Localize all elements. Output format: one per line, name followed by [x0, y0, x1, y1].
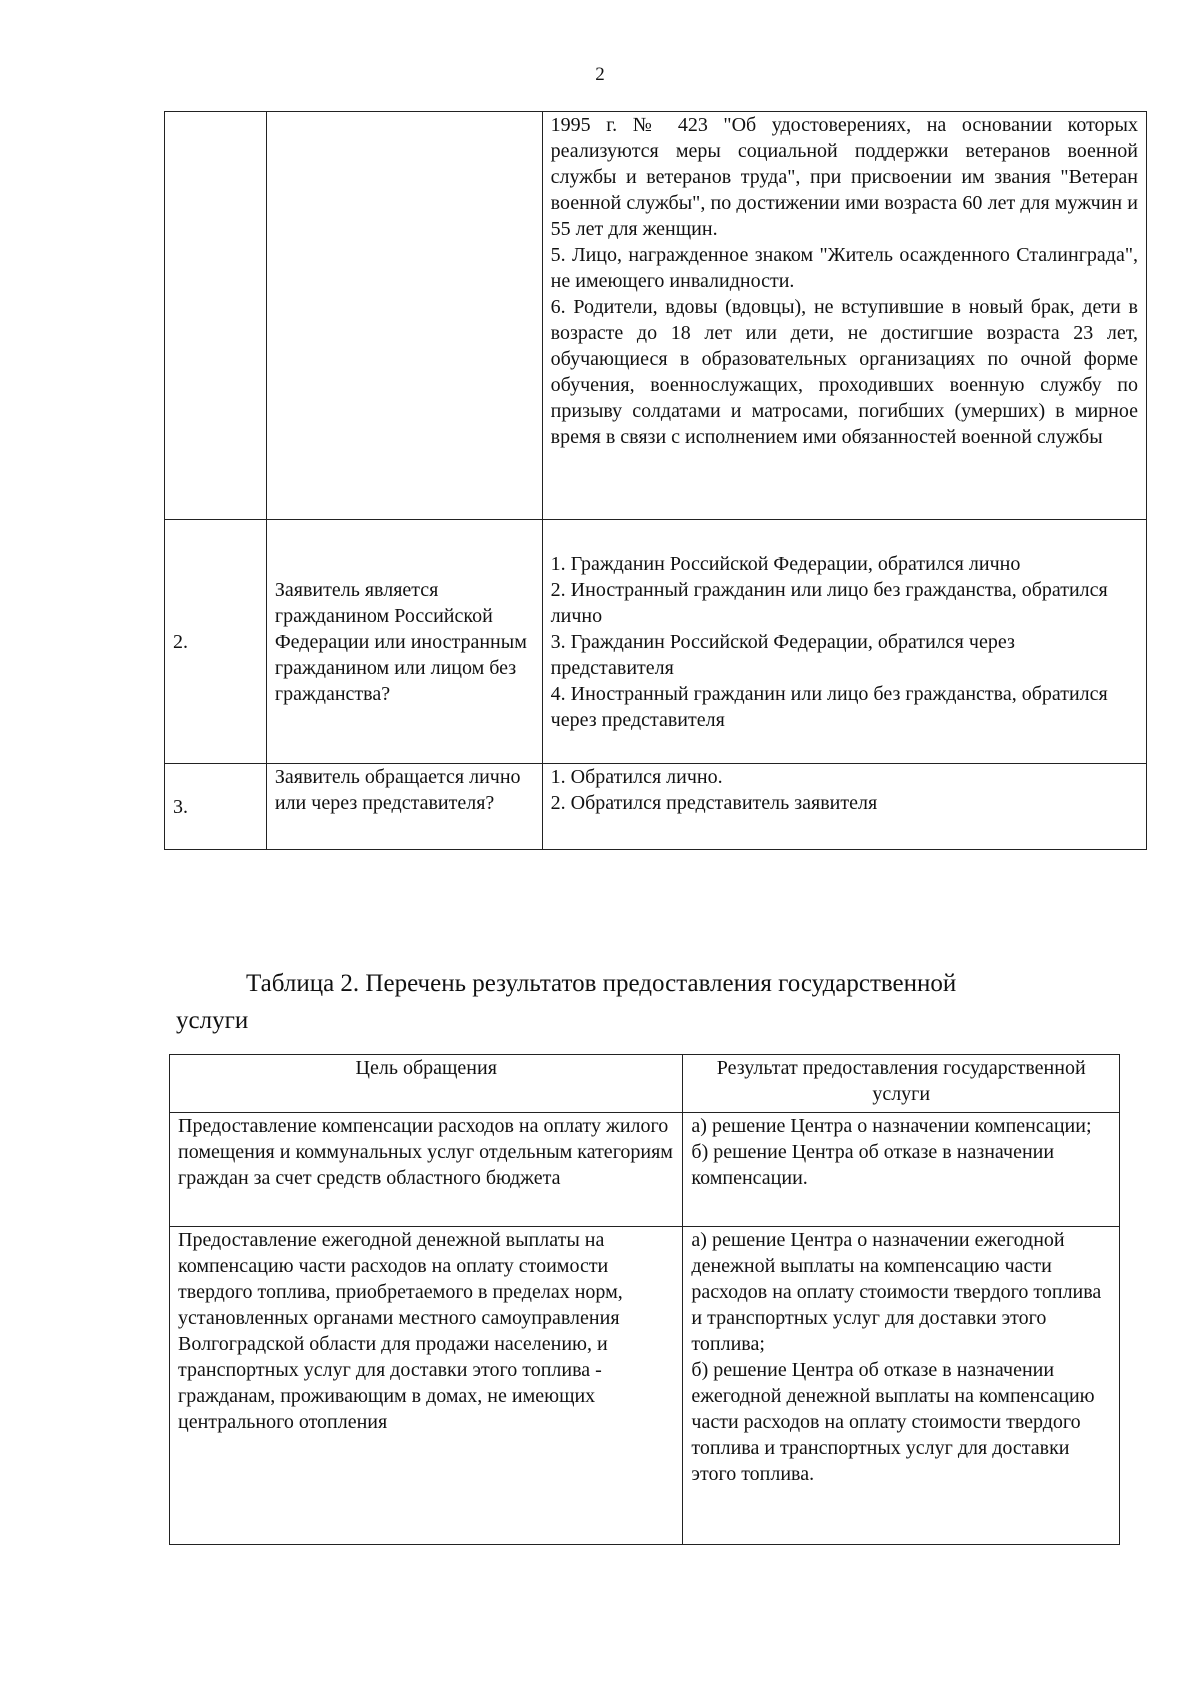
- answer-cell: [542, 112, 1146, 520]
- answer-paragraph: 4. Иностранный гражданин или лицо без гражданства, обратился через представителя: [550, 682, 1108, 731]
- answer-paragraph: 6. Родители, вдовы (вдовцы), не вступившие в новый брак, дети в возрасте до 18 лет или дети, не достигшие возраста 23 лет, обучающиеся в образовательных организациях по очной форме обучения, военнослужащих, проходивших военную службу по призыву солдатами и матросами, погибших (умерших) в мирное время в связи с исполнением ими обязанностей военной службы: [550, 296, 1138, 448]
- table2-caption: [176, 965, 1076, 1039]
- applicant-questions-table: [164, 111, 1147, 850]
- table-header-row: [170, 1055, 1120, 1113]
- answer-paragraph: 5. Лицо, награжденное знаком "Житель осажденного Сталинграда", не имеющего инвалидности.: [550, 244, 1138, 292]
- table-row: [165, 112, 1147, 520]
- answer-cell: [542, 764, 1146, 850]
- answer-paragraph: 3. Гражданин Российской Федерации, обратился через представителя: [550, 630, 1015, 679]
- row-number-cell: [165, 112, 267, 520]
- goal-cell: Предоставление компенсации расходов на оплату жилого помещения и коммунальных услуг отдельным категориям граждан за счет средств областного бюджета: [170, 1113, 683, 1227]
- result-item: б) решение Центра об отказе в назначении ежегодной денежной выплаты на компенсацию части расходов на оплату стоимости твердого топлива и транспортных услуг для доставки этого топлива.: [691, 1359, 1095, 1485]
- column-header: Цель обращения: [170, 1055, 683, 1113]
- caption-line: Таблица 2. Перечень результатов предоставления государственной: [246, 970, 957, 997]
- row-number-cell: 2.: [165, 520, 267, 764]
- row-number-cell: 3.: [165, 764, 267, 850]
- question-cell: [266, 112, 542, 520]
- table-row: [170, 1113, 1120, 1227]
- answer-paragraph: 1. Обратился лично.: [550, 766, 723, 788]
- table-row: [170, 1227, 1120, 1545]
- result-cell: [683, 1227, 1120, 1545]
- answer-paragraph: 2. Иностранный гражданин или лицо без гражданства, обратился лично: [550, 578, 1108, 627]
- table-row: [165, 764, 1147, 850]
- answer-paragraph: 2. Обратился представитель заявителя: [550, 792, 878, 814]
- result-item: а) решение Центра о назначении ежегодной денежной выплаты на компенсацию части расходов на оплату стоимости твердого топлива и транспортных услуг для доставки этого топлива;: [691, 1229, 1102, 1355]
- page-number: 2: [595, 64, 605, 85]
- result-item: а) решение Центра о назначении компенсации;: [691, 1115, 1092, 1137]
- result-cell: [683, 1113, 1120, 1227]
- caption-line: услуги: [176, 1007, 249, 1034]
- answer-paragraph: 1995 г. № 423 "Об удостоверениях, на основании которых реализуются меры социальной поддержки ветеранов военной службы и ветеранов труда", при присвоении им звания "Ветеран военной службы", по достижении ими возраста 60 лет для мужчин и 55 лет для женщин.: [550, 114, 1138, 240]
- table-row: [165, 520, 1147, 764]
- question-cell: Заявитель является гражданином Российской Федерации или иностранным гражданином или лицом без гражданства?: [266, 520, 542, 764]
- column-header: Результат предоставления государственной услуги: [683, 1055, 1120, 1113]
- goal-cell: Предоставление ежегодной денежной выплаты на компенсацию части расходов на оплату стоимости твердого топлива, приобретаемого в пределах норм, установленных органами местного самоуправления Волгоградской области для продажи населению, и транспортных услуг для доставки этого топлива - гражданам, проживающим в домах, не имеющих центрального отопления: [170, 1227, 683, 1545]
- result-item: б) решение Центра об отказе в назначении компенсации.: [691, 1141, 1055, 1189]
- answer-cell: [542, 520, 1146, 764]
- service-results-table: [169, 1054, 1120, 1545]
- question-cell: Заявитель обращается лично или через представителя?: [266, 764, 542, 850]
- answer-paragraph: 1. Гражданин Российской Федерации, обратился лично: [550, 552, 1021, 575]
